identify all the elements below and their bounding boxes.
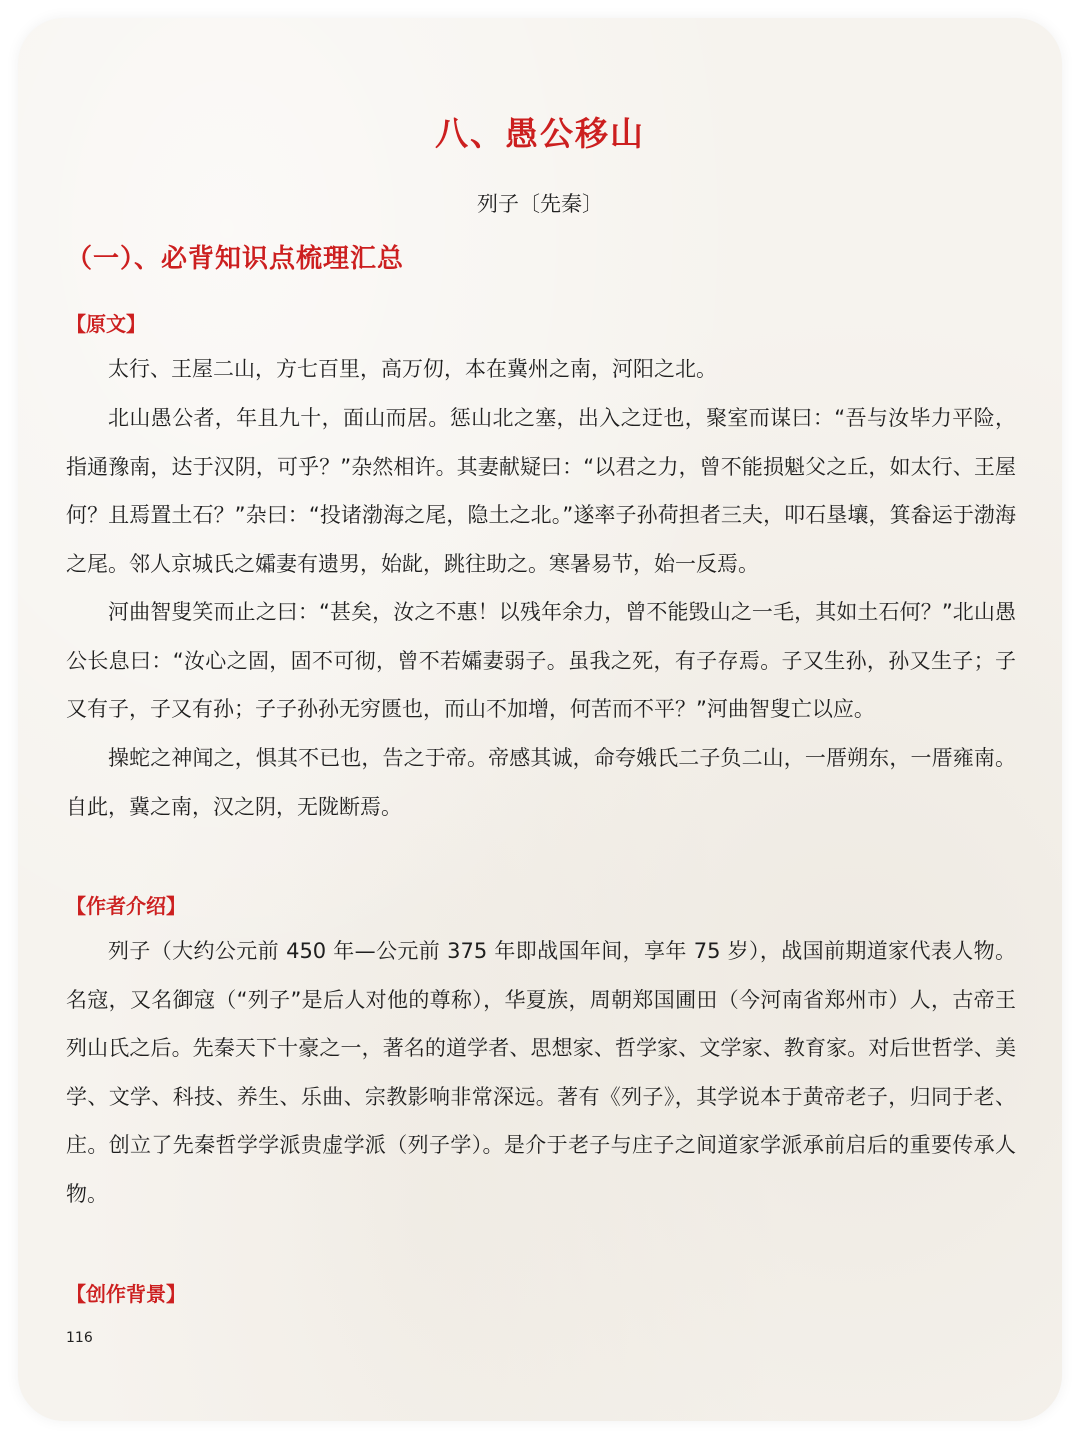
original-paragraph-2: 北山愚公者，年且九十，面山而居。惩山北之塞，出入之迂也，聚室而谋曰：“吾与汝毕力平险，指通豫南，达于汉阴，可乎？”杂然相许。其妻献疑曰：“以君之力，曾不能损魁父之丘，如太行、王屋何？且焉置土石？”杂曰：“投诸渤海之尾，隐土之北。”遂率子孙荷担者三夫，叩石垦壤，箕畚运于渤海之尾。邻人京城氏之孀妻有遗男，始龀，跳往助之。寒暑易节，始一反焉。 — [66, 406, 1016, 576]
background-label: 【创作背景】 — [66, 1282, 186, 1306]
page-title: 八、愚公移山 — [435, 114, 645, 153]
original-paragraph-1: 太行、王屋二山，方七百里，高万仞，本在冀州之南，河阳之北。 — [108, 357, 717, 381]
author-intro-label: 【作者介绍】 — [66, 894, 186, 918]
author-intro-paragraph: 列子（大约公元前 450 年—公元前 375 年即战国年间，享年 75 岁），战国前期道家代表人物。名寇，又名御寇（“列子”是后人对他的尊称），华夏族，周朝郑国圃田（今河南省郑州市）人，古帝王列山氏之后。先秦天下十豪之一，著名的道学者、思想家、哲学家、文学家、教育家。对后世哲学、美学、文学、科技、养生、乐曲、宗教影响非常深远。著有《列子》，其学说本于黄帝老子，归同于老、庄。创立了先秦哲学学派贵虚学派（列子学）。是介于老子与庄子之间道家学派承前启后的重要传承人物。 — [66, 939, 1016, 1206]
original-text-label: 【原文】 — [66, 312, 146, 336]
section-title: （一）、必背知识点梳理汇总 — [66, 244, 405, 274]
original-paragraph-3: 河曲智叟笑而止之曰：“甚矣，汝之不惠！以残年余力，曾不能毁山之一毛，其如土石何？”北山愚公长息曰：“汝心之固，固不可彻，曾不若孀妻弱子。虽我之死，有子存焉。子又生孙，孙又生子；子又有子，子又有孙；子子孙孙无穷匮也，而山不加增，何苦而不平？”河曲智叟亡以应。 — [66, 600, 1016, 722]
original-paragraph-4: 操蛇之神闻之，惧其不已也，告之于帝。帝感其诚，命夸娥氏二子负二山，一厝朔东，一厝雍南。自此，冀之南，汉之阴，无陇断焉。 — [66, 746, 1016, 819]
page-number: 116 — [66, 1330, 93, 1346]
author-line: 列子〔先秦〕 — [477, 192, 603, 216]
